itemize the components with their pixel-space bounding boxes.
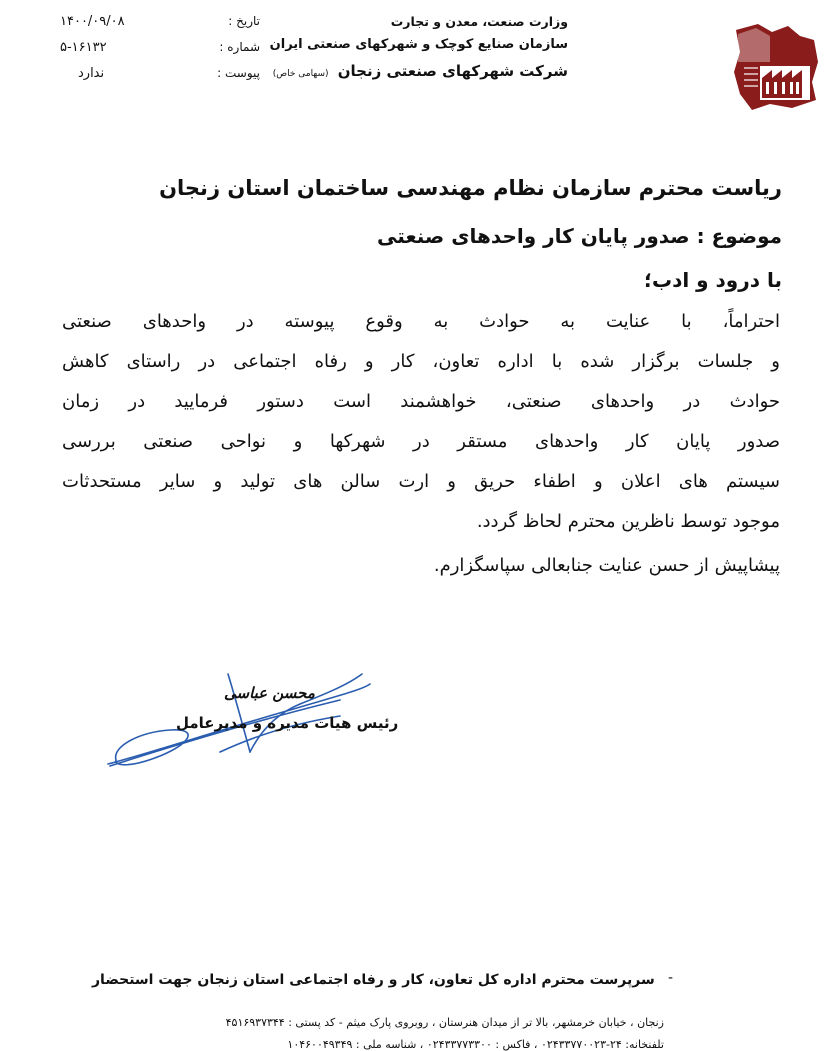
letterhead xyxy=(208,14,568,80)
signatory-title: رئیس هیات مدیره و مدیرعامل xyxy=(176,714,399,732)
number-label: شماره : xyxy=(219,40,260,54)
attachment-value: ندارد xyxy=(78,66,105,81)
letter-meta xyxy=(60,14,260,92)
company-phones: تلفنخانه: ۲۴-۰۲۴۳۳۷۷۰۰۲۳ ، فاکس : ۰۲۴۳۳۷۷۳۳۰۰ ، شناسه ملی : ۱۰۴۶۰۰۴۹۳۴۹ xyxy=(287,1038,664,1051)
cc-recipient: سرپرست محترم اداره کل تعاون، کار و رفاه اجتماعی استان زنجان جهت استحضار xyxy=(92,972,655,988)
body-line-4: صدور پایان کار واحدهای مستقر در شهرکها و نواحی صنعتی بررسی xyxy=(62,431,780,452)
date-row xyxy=(60,14,260,40)
attachment-label: پیوست : xyxy=(217,66,260,80)
number-value: ۵-۱۶۱۳۲ xyxy=(60,40,107,55)
company-address: زنجان ، خیابان خرمشهر، بالا تر از میدان هنرستان ، روبروی پارک میثم - کد پستی : ۴۵۱۶۹۳۷۳۴۴ xyxy=(225,1016,664,1029)
signatory-name: محسن عباسی xyxy=(224,684,315,702)
date-label: تاریخ : xyxy=(228,14,260,28)
letter-body xyxy=(62,302,780,542)
company-name-text: شرکت شهرکهای صنعتی زنجان xyxy=(337,62,568,80)
body-line-3: حوادث در واحدهای صنعتی، خواهشمند است دستور فرمایید در زمان xyxy=(62,391,780,412)
greeting-line: با درود و ادب؛ xyxy=(643,268,782,292)
body-line-1: احتراماً، با عنایت به حوادث به وقوع پیوسته در واحدهای صنعتی xyxy=(62,311,780,332)
body-line-6: موجود توسط ناظرین محترم لحاظ گردد. xyxy=(476,511,780,532)
date-value: ۱۴۰۰/۰۹/۰۸ xyxy=(60,14,125,29)
company-name xyxy=(208,62,568,80)
company-note: (سهامی خاص) xyxy=(272,69,329,79)
organization-name: سازمان صنایع کوچک و شهرکهای صنعتی ایران xyxy=(269,37,568,52)
number-row xyxy=(60,40,260,66)
body-line-2: و جلسات برگزار شده با اداره تعاون، کار و رفاه اجتماعی در راستای کاهش xyxy=(62,351,780,372)
industrial-towns-logo-icon xyxy=(730,22,822,112)
recipient-line: ریاست محترم سازمان نظام مهندسی ساختمان استان زنجان xyxy=(159,176,782,200)
thanks-line: پیشاپیش از حسن عنایت جنابعالی سپاسگزارم. xyxy=(433,555,780,576)
subject-line: موضوع : صدور پایان کار واحدهای صنعتی xyxy=(377,224,782,248)
attachment-row xyxy=(60,66,260,92)
ministry-name: وزارت صنعت، معدن و تجارت xyxy=(390,14,568,29)
body-line-5: سیستم های اعلان و اطفاء حریق و ارت سالن های تولید و سایر مستحدثات xyxy=(62,471,780,492)
cc-bullet: - xyxy=(668,970,674,986)
